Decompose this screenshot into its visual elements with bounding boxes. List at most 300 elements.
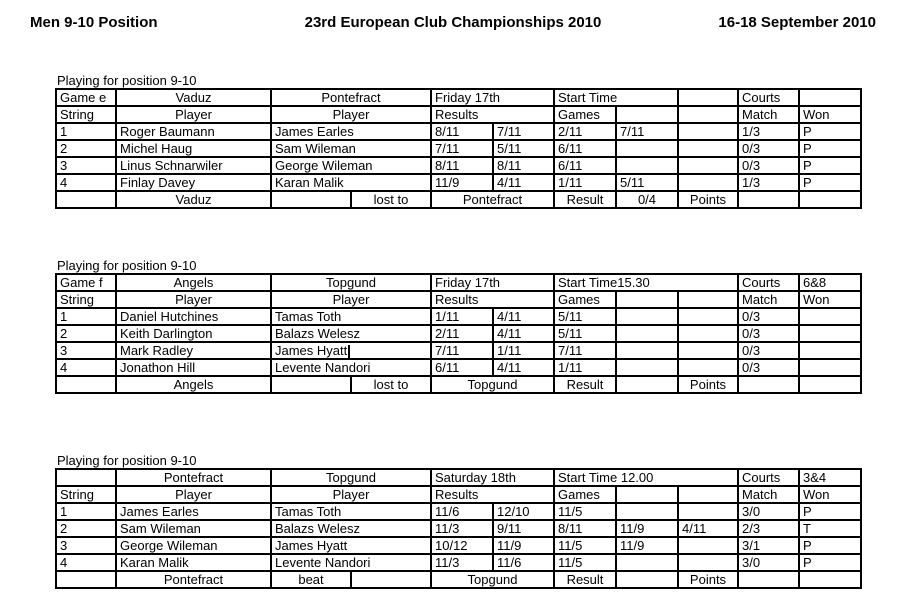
summary-team2-cell: [431, 191, 554, 208]
game-cell-text: 11/5: [558, 555, 583, 570]
player2-cell: [271, 342, 431, 359]
player1-label-cell-text: Player: [175, 292, 212, 307]
player1-label-cell: [116, 106, 271, 123]
player2-label-cell-text: Player: [332, 107, 370, 122]
won-cell-text: P: [803, 175, 812, 190]
day-cell: [431, 274, 554, 291]
result-cell-text: 10/12: [435, 538, 468, 553]
match-cell: [738, 520, 799, 537]
result-cell: [431, 123, 493, 140]
empty-cell: [616, 291, 678, 308]
won-cell-text: P: [803, 555, 812, 570]
player1-cell-text: Keith Darlington: [120, 326, 213, 341]
player1-cell-text: Karan Malik: [120, 555, 189, 570]
empty-cell: [678, 291, 738, 308]
page-title: Men 9-10 Position: [30, 14, 158, 31]
text-cursor: [348, 345, 350, 358]
team1-header-cell: [116, 274, 271, 291]
empty-cell: [271, 376, 351, 393]
result-cell: [493, 308, 554, 325]
string-cell: [56, 520, 116, 537]
player2-cell-text: Sam Wileman: [275, 141, 356, 156]
string-cell: [56, 308, 116, 325]
game-cell-text: 4/11: [682, 521, 707, 536]
result-cell: [493, 157, 554, 174]
game-cell: [616, 174, 678, 191]
games-label-cell: [554, 291, 616, 308]
game-cell: [616, 537, 678, 554]
summary-verb-cell: [351, 376, 431, 393]
match-cell: [738, 140, 799, 157]
empty-cell: [616, 486, 678, 503]
won-cell: [799, 157, 861, 174]
result-label-cell: [554, 571, 616, 588]
match-cell: [738, 537, 799, 554]
points-label-cell-text: Points: [689, 377, 727, 393]
match-cell-text: 0/3: [742, 141, 761, 156]
player1-label-cell: [116, 291, 271, 308]
start-time-cell: [554, 274, 738, 291]
player1-cell-text: Linus Schnarwiler: [120, 158, 223, 173]
string-cell-text: 4: [60, 175, 68, 190]
points-label-cell: [678, 376, 738, 393]
player2-cell-text: James Hyatt: [275, 538, 348, 553]
won-cell: [799, 325, 861, 342]
won-cell-text: P: [803, 158, 812, 173]
result-cell-text: 7/11: [435, 141, 460, 156]
string-cell-text: 3: [60, 343, 68, 359]
empty-cell: [738, 191, 799, 208]
courts-label-cell: [738, 469, 799, 486]
match-cell: [738, 308, 799, 325]
result-cell-text: 11/9: [497, 538, 522, 553]
date-range: 16-18 September 2010: [718, 14, 876, 31]
won-cell: [799, 554, 861, 571]
player1-cell: [116, 174, 271, 191]
player1-cell-text: Mark Radley: [120, 343, 193, 359]
game-cell: [554, 342, 616, 359]
game-cell-text: 11/5: [558, 504, 583, 519]
game-cell: [616, 359, 678, 376]
won-label-cell: [799, 486, 861, 503]
string-cell-text: 1: [60, 124, 68, 139]
game-cell: [554, 123, 616, 140]
won-cell-text: P: [803, 124, 812, 139]
game-cell: [616, 520, 678, 537]
result-cell-text: 1/11: [435, 309, 460, 324]
summary-team2-cell: [431, 376, 554, 393]
courts-label-cell: [738, 89, 799, 106]
game-cell: [554, 140, 616, 157]
won-label-cell: [799, 291, 861, 308]
game-cell: [678, 537, 738, 554]
match-cell-text: 0/3: [742, 343, 761, 359]
empty-cell: [351, 571, 431, 588]
game-cell: [554, 554, 616, 571]
result-cell: [493, 123, 554, 140]
team2-header-cell-text: Topgund: [326, 470, 376, 485]
game-cell: [678, 174, 738, 191]
game-cell: [678, 503, 738, 520]
match-cell-text: 0/3: [742, 360, 761, 376]
player1-cell-text: Jonathon Hill: [120, 360, 196, 376]
match-label-cell-text: Match: [742, 487, 778, 502]
result-value-cell-text: 0/4: [637, 192, 657, 207]
result-label-cell-text: Result: [566, 572, 604, 587]
match-cell-text: 0/3: [742, 158, 761, 173]
game-cell-text: 8/11: [558, 521, 583, 536]
player2-cell: [271, 537, 431, 554]
result-cell: [493, 140, 554, 157]
game-cell: [678, 554, 738, 571]
player1-cell: [116, 359, 271, 376]
game-cell-text: 6/11: [558, 158, 583, 173]
player2-cell: [271, 503, 431, 520]
result-cell: [493, 174, 554, 191]
result-cell-text: 1/11: [497, 343, 522, 359]
summary-team2-cell-text: Topgund: [467, 377, 518, 393]
result-cell-text: 4/11: [497, 309, 522, 324]
empty-cell: [616, 106, 678, 123]
won-cell: [799, 503, 861, 520]
team1-header-cell: [116, 469, 271, 486]
game-cell-text: 11/5: [558, 538, 583, 553]
start-time-cell-text: Start Time15.30: [558, 275, 650, 290]
match-label-cell-text: Match: [742, 107, 778, 122]
match-cell-text: 1/3: [742, 175, 761, 190]
match-cell: [738, 174, 799, 191]
result-cell: [431, 503, 493, 520]
won-cell: [799, 174, 861, 191]
result-cell-text: 6/11: [435, 360, 460, 376]
empty-cell: [271, 191, 351, 208]
player2-cell: [271, 140, 431, 157]
game-cell-text: 7/11: [620, 124, 645, 139]
player1-cell: [116, 520, 271, 537]
result-cell: [493, 503, 554, 520]
result-cell-text: 2/11: [435, 326, 460, 341]
summary-team1-cell-text: Angels: [173, 377, 214, 393]
match-cell-text: 3/0: [742, 555, 761, 570]
team1-header-cell-text: Pontefract: [163, 470, 224, 485]
string-cell: [56, 140, 116, 157]
result-cell: [493, 342, 554, 359]
string-cell: [56, 325, 116, 342]
player2-cell-text: James Earles: [275, 124, 354, 139]
game-cell: [554, 503, 616, 520]
game-cell-text: 1/11: [558, 360, 583, 376]
results-label-cell-text: Results: [435, 107, 479, 122]
team1-header-cell-text: Vaduz: [175, 90, 212, 105]
games-label-cell-text: Games: [558, 107, 600, 122]
courts-value-cell-text: 3&4: [803, 470, 827, 485]
result-cell: [431, 520, 493, 537]
result-label-cell-text: Result: [566, 192, 604, 207]
empty-cell: [678, 106, 738, 123]
game-cell-text: 7/11: [558, 343, 583, 359]
won-cell-text: P: [803, 538, 812, 553]
summary-team1-cell-text: Vaduz: [175, 192, 212, 207]
day-cell: [431, 89, 554, 106]
game-cell: [678, 308, 738, 325]
team2-header-cell-text: Pontefract: [321, 90, 381, 105]
table-caption: Playing for position 9-10: [57, 73, 197, 88]
player1-cell: [116, 554, 271, 571]
player1-cell: [116, 325, 271, 342]
summary-team1-cell: [116, 376, 271, 393]
player2-label-cell: [271, 291, 431, 308]
match-cell: [738, 123, 799, 140]
table-caption: Playing for position 9-10: [57, 258, 197, 273]
player2-cell-text: Levente Nandori: [275, 555, 371, 570]
game-cell: [554, 308, 616, 325]
team1-header-cell-text: Angels: [173, 275, 214, 290]
match-label-cell: [738, 291, 799, 308]
event-title: 23rd European Club Championships 2010: [304, 14, 602, 31]
game-cell: [616, 308, 678, 325]
player2-cell-text: Balazs Welesz: [275, 326, 361, 341]
result-cell-text: 11/3: [435, 555, 460, 570]
summary-team1-cell: [116, 191, 271, 208]
player2-label-cell-text: Player: [332, 292, 370, 307]
match-table: [55, 468, 862, 589]
game-cell: [616, 140, 678, 157]
won-cell: [799, 140, 861, 157]
game-cell-text: 11/9: [620, 521, 645, 536]
player1-cell-text: Sam Wileman: [120, 521, 201, 536]
game-label-cell-text: Game e: [60, 90, 107, 105]
string-cell: [56, 503, 116, 520]
game-label-cell: [56, 469, 116, 486]
result-cell-text: 4/11: [497, 175, 522, 190]
string-cell: [56, 123, 116, 140]
game-cell: [616, 325, 678, 342]
result-label-cell-text: Result: [566, 377, 604, 393]
result-cell: [493, 554, 554, 571]
game-cell: [554, 359, 616, 376]
courts-value-cell-text: 6&8: [803, 275, 827, 290]
team1-header-cell: [116, 89, 271, 106]
games-label-cell: [554, 486, 616, 503]
page-header: [0, 0, 906, 40]
player2-cell-text: James Hyatt: [275, 343, 348, 358]
team2-header-cell: [271, 469, 431, 486]
player1-cell-text: George Wileman: [120, 538, 218, 553]
match-cell-text: 3/1: [742, 538, 761, 553]
game-cell: [678, 157, 738, 174]
empty-cell: [56, 191, 116, 208]
match-cell: [738, 157, 799, 174]
player1-cell-text: Daniel Hutchines: [120, 309, 219, 324]
player2-label-cell-text: Player: [332, 487, 370, 502]
game-cell: [616, 554, 678, 571]
game-cell: [678, 140, 738, 157]
player1-cell: [116, 503, 271, 520]
result-cell: [431, 157, 493, 174]
player1-cell: [116, 140, 271, 157]
team2-header-cell: [271, 274, 431, 291]
courts-label-cell-text: Courts: [742, 275, 781, 290]
game-cell-text: 5/11: [558, 309, 583, 324]
game-cell-text: 6/11: [558, 141, 583, 156]
game-cell: [678, 342, 738, 359]
result-cell: [431, 537, 493, 554]
summary-verb-cell: [351, 191, 431, 208]
match-cell: [738, 359, 799, 376]
result-cell: [431, 325, 493, 342]
match-cell-text: 0/3: [742, 309, 761, 324]
result-cell-text: 12/10: [497, 504, 530, 519]
team2-header-cell-text: Topgund: [326, 275, 376, 290]
results-label-cell: [431, 106, 554, 123]
string-cell-text: 1: [60, 504, 68, 519]
player2-cell-text: Balazs Welesz: [275, 521, 361, 536]
empty-cell: [799, 376, 861, 393]
day-cell: [431, 469, 554, 486]
player2-cell-text: Tamas Toth: [275, 504, 342, 519]
summary-verb-cell: [271, 571, 351, 588]
result-label-cell: [554, 191, 616, 208]
string-cell: [56, 174, 116, 191]
match-cell: [738, 325, 799, 342]
games-label-cell: [554, 106, 616, 123]
string-cell: [56, 359, 116, 376]
won-cell: [799, 342, 861, 359]
won-cell: [799, 123, 861, 140]
empty-cell: [799, 191, 861, 208]
won-cell-text: T: [803, 521, 811, 536]
empty-cell: [678, 89, 738, 106]
result-cell: [431, 140, 493, 157]
summary-team2-cell-text: Topgund: [467, 572, 518, 587]
results-label-cell-text: Results: [435, 292, 479, 307]
player2-cell: [271, 308, 431, 325]
won-label-cell: [799, 106, 861, 123]
games-label-cell-text: Games: [558, 487, 600, 502]
string-cell-text: 4: [60, 360, 68, 376]
game-cell-text: 1/11: [558, 175, 583, 190]
game-cell-text: 5/11: [558, 326, 583, 341]
player1-cell: [116, 342, 271, 359]
player2-cell: [271, 123, 431, 140]
team2-header-cell: [271, 89, 431, 106]
game-cell: [678, 359, 738, 376]
string-label-cell-text: String: [60, 292, 94, 307]
result-cell: [431, 308, 493, 325]
games-label-cell-text: Games: [558, 292, 600, 307]
empty-cell: [738, 376, 799, 393]
game-label-cell: [56, 89, 116, 106]
player1-cell-text: Michel Haug: [120, 141, 193, 156]
summary-verb-cell-text: lost to: [373, 377, 409, 393]
match-cell: [738, 503, 799, 520]
won-cell: [799, 308, 861, 325]
table-caption: Playing for position 9-10: [57, 453, 197, 468]
player2-label-cell: [271, 106, 431, 123]
match-label-cell: [738, 106, 799, 123]
player1-cell-text: James Earles: [120, 504, 199, 519]
points-label-cell: [678, 191, 738, 208]
game-cell: [678, 520, 738, 537]
result-cell-text: 11/6: [497, 555, 522, 570]
courts-label-cell: [738, 274, 799, 291]
result-cell-text: 7/11: [435, 343, 460, 359]
match-table-group-2: [55, 258, 865, 394]
game-cell-text: 5/11: [620, 175, 645, 190]
courts-value-cell: [799, 469, 861, 486]
match-cell: [738, 342, 799, 359]
game-cell: [616, 342, 678, 359]
result-value-cell: [616, 191, 678, 208]
empty-cell: [56, 571, 116, 588]
string-label-cell: [56, 291, 116, 308]
string-cell-text: 3: [60, 538, 68, 553]
points-label-cell-text: Points: [689, 192, 727, 207]
player2-cell-text: George Wileman: [275, 158, 373, 173]
player2-cell: [271, 520, 431, 537]
result-cell-text: 11/3: [435, 521, 460, 536]
result-cell-text: 4/11: [497, 360, 522, 376]
game-cell-text: 11/9: [620, 538, 645, 553]
start-time-cell: [554, 89, 678, 106]
string-label-cell-text: String: [60, 107, 94, 122]
won-cell-text: P: [803, 141, 812, 156]
player1-cell-text: Finlay Davey: [120, 175, 196, 190]
string-cell-text: 4: [60, 555, 68, 570]
empty-cell: [56, 376, 116, 393]
string-cell-text: 2: [60, 521, 68, 536]
won-label-cell-text: Won: [803, 107, 830, 122]
game-label-cell: [56, 274, 116, 291]
player1-cell-text: Roger Baumann: [120, 124, 215, 139]
player2-cell: [271, 554, 431, 571]
string-cell-text: 2: [60, 141, 68, 156]
result-cell: [431, 174, 493, 191]
result-cell-text: 11/9: [435, 175, 460, 190]
empty-cell: [678, 486, 738, 503]
result-cell: [493, 359, 554, 376]
player2-cell: [271, 157, 431, 174]
string-label-cell: [56, 106, 116, 123]
result-cell: [493, 325, 554, 342]
player2-cell-text: Levente Nandori: [275, 360, 371, 376]
player2-label-cell: [271, 486, 431, 503]
match-table-group-1: [55, 73, 865, 209]
courts-label-cell-text: Courts: [742, 470, 781, 485]
result-cell: [493, 537, 554, 554]
won-label-cell-text: Won: [803, 292, 830, 307]
game-cell: [616, 157, 678, 174]
player1-cell: [116, 123, 271, 140]
result-cell-text: 7/11: [497, 124, 522, 139]
player1-label-cell-text: Player: [175, 107, 212, 122]
game-cell: [554, 537, 616, 554]
string-cell-text: 2: [60, 326, 68, 341]
result-cell: [493, 520, 554, 537]
won-cell: [799, 520, 861, 537]
result-cell-text: 4/11: [497, 326, 522, 341]
start-time-cell: [554, 469, 738, 486]
results-label-cell: [431, 486, 554, 503]
courts-value-cell: [799, 274, 861, 291]
summary-team2-cell-text: Pontefract: [462, 192, 523, 207]
match-label-cell: [738, 486, 799, 503]
player2-cell-text: Tamas Toth: [275, 309, 342, 324]
game-cell: [616, 503, 678, 520]
summary-team2-cell: [431, 571, 554, 588]
player1-label-cell: [116, 486, 271, 503]
game-cell: [554, 325, 616, 342]
